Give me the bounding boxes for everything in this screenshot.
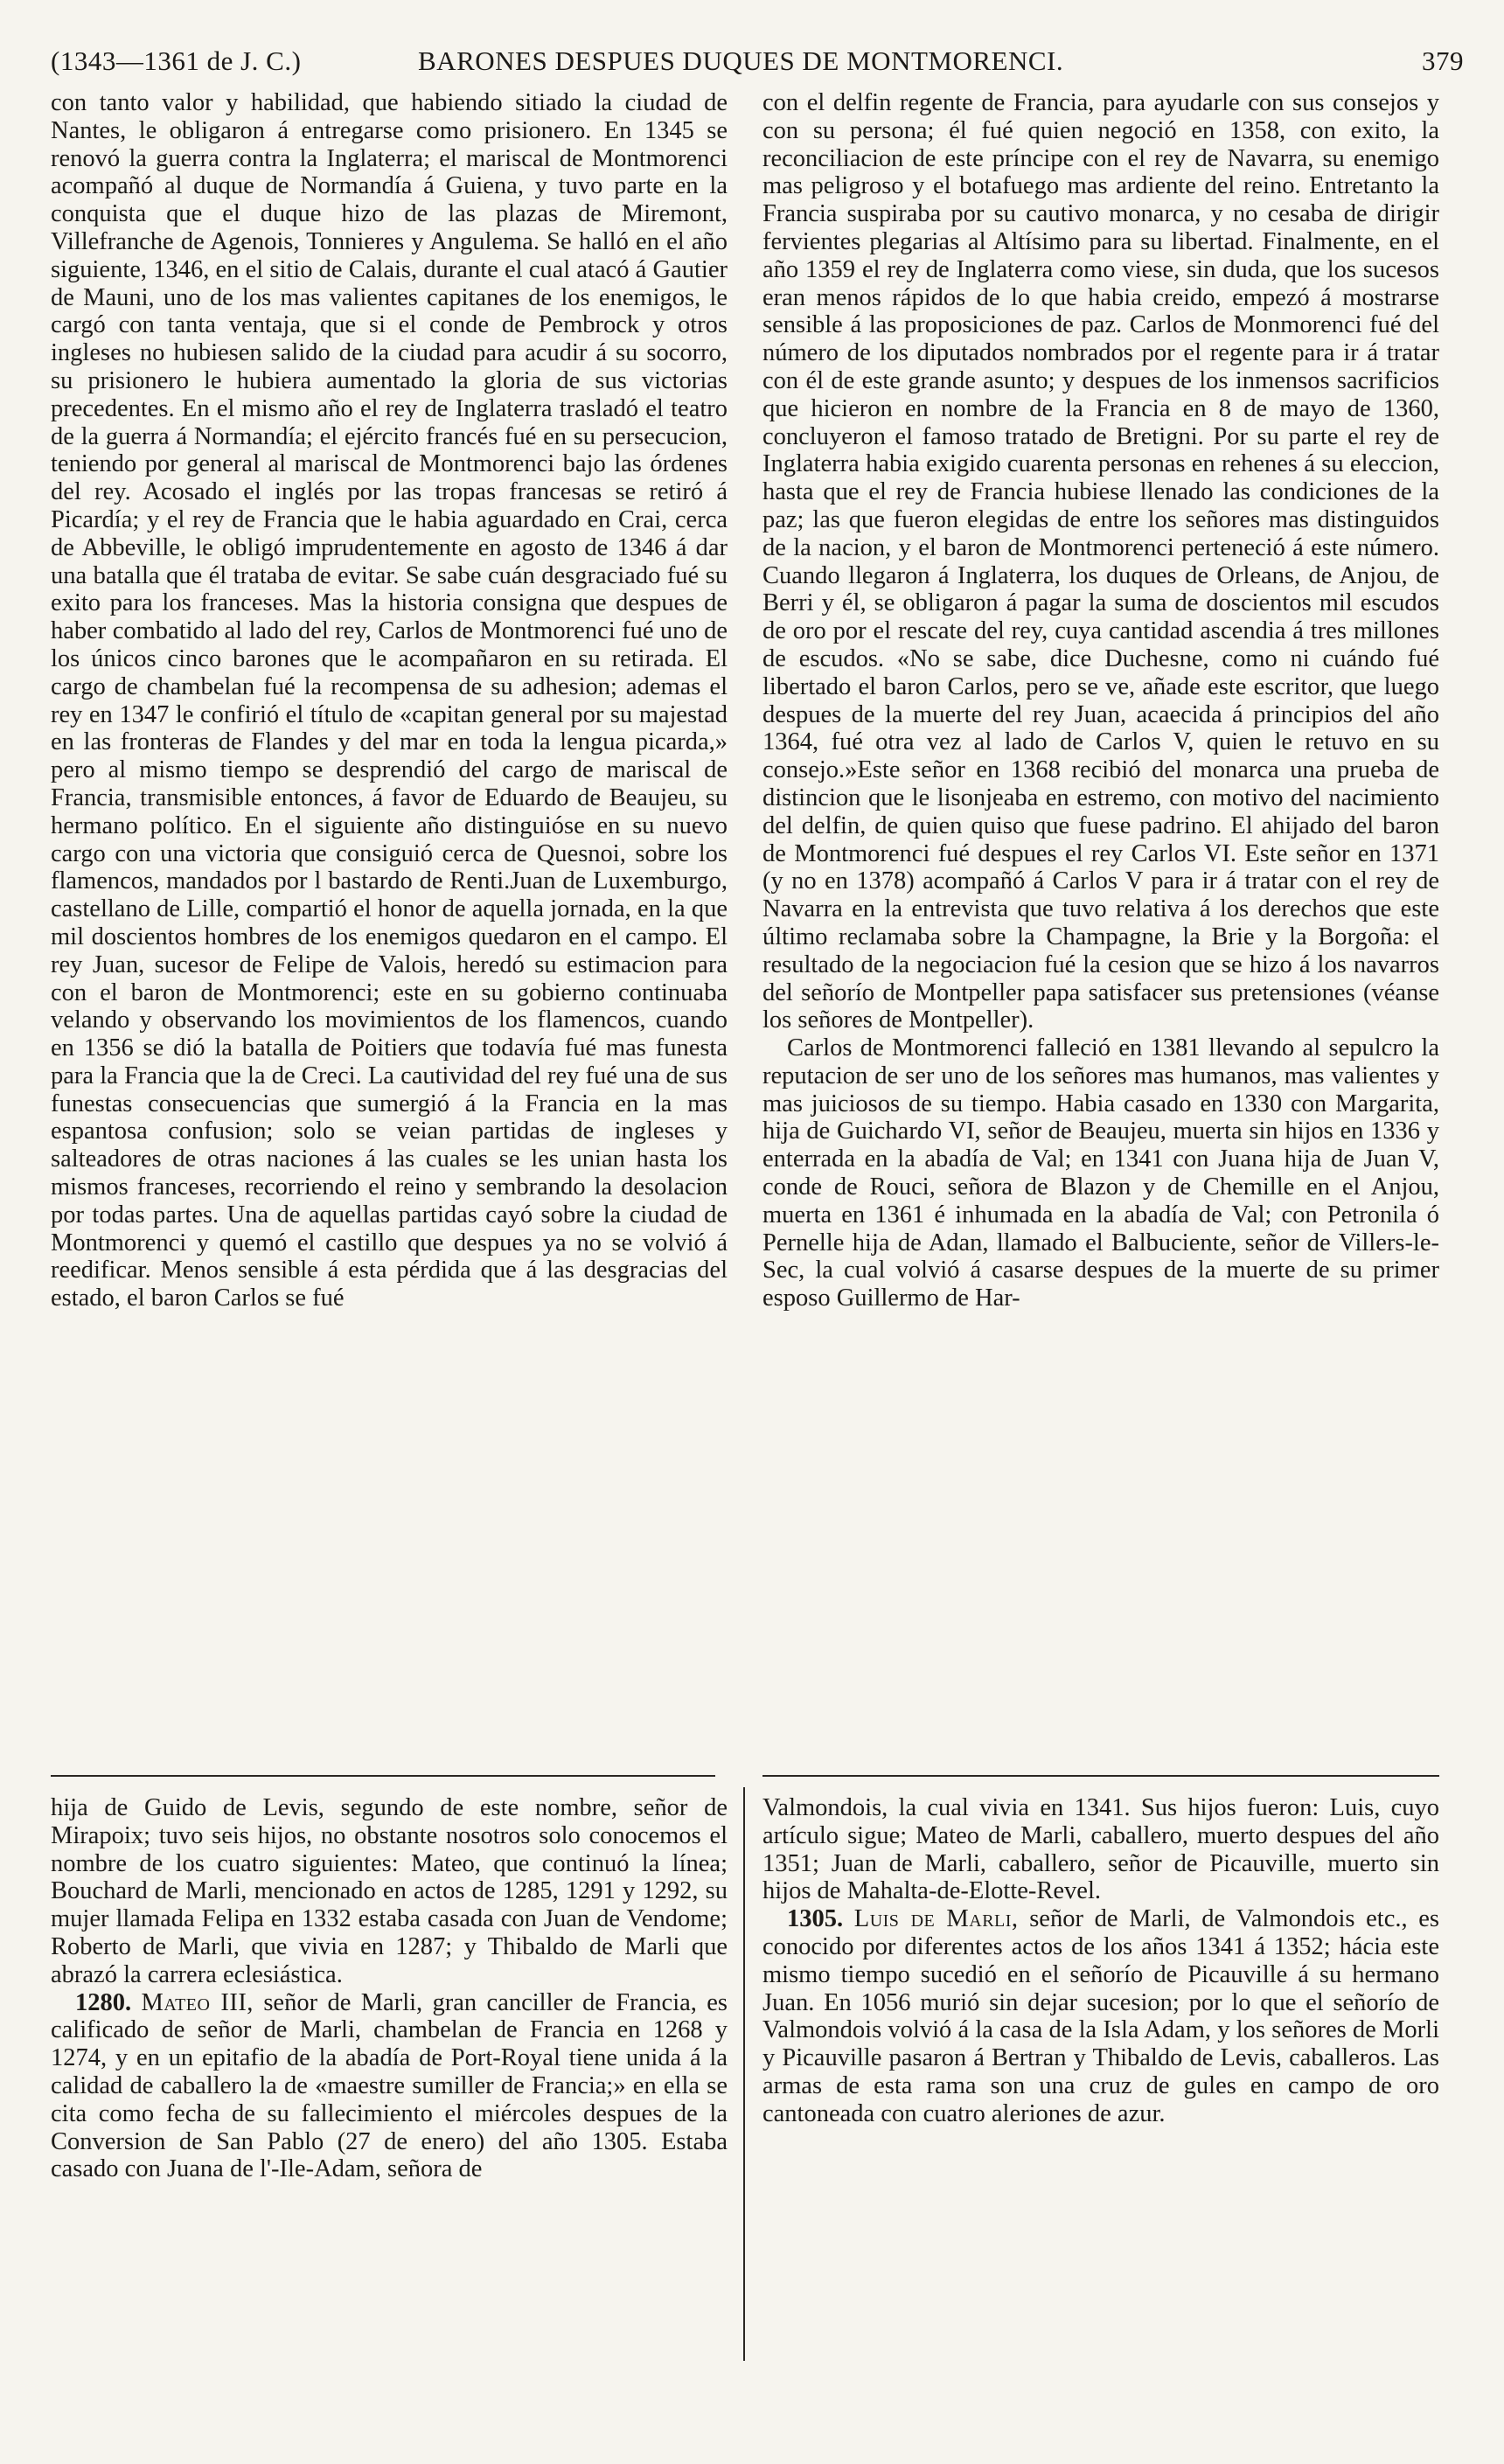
paragraph: Valmondois, la cual vivia en 1341. Sus hijos fueron: Luis, cuyo artículo sigue; Mateo de Marli, caballero, muerto despues del año 1351; Juan de Marli, caballero, señor de Picauville, muerto sin hijos de Mahalta-de-Elotte-Revel. [762, 1794, 1439, 1905]
column-divider [743, 1787, 745, 2361]
entry-year: 1305. [787, 1905, 844, 1933]
paragraph: hija de Guido de Levis, segundo de este nombre, señor de Mirapoix; tuvo seis hijos, no obstante nosotros solo conocemos el nombre de los cuatro siguientes: Mateo, que continuó la línea; Bouchard de Marli, mencionado en actos de 1285, 1291 y 1292, su mujer llamada Felipa en 1332 estaba casada con Juan de Vendome; Roberto de Marli, que vivia en 1287; y Thibaldo de Marli que abrazó la carrera eclesiástica. [51, 1794, 728, 1988]
entry-text: señor de Marli, de Valmondois etc., es conocido por diferentes actos de los años 1341 á 1352; hácia este mismo tiempo sucedió en el señorío de Picauville á su hermano Juan. En 1056 murió sin dejar sucesion; por lo que el señorío de Valmondois volvió á la casa de la Isla Adam, y los señores de Morli y Picauville pasaron á Bertran y Thibaldo de Levis, caballeros. Las armas de esta rama son una cruz de gules en campo de oro cantoneada con cuatro aleriones de azur. [762, 1905, 1439, 2127]
section-divider-right [762, 1775, 1439, 1777]
entry-name: Luis de Marli, [853, 1905, 1019, 1933]
entry-text: señor de Marli, gran canciller de Francia, es calificado de señor de Marli, chambelan de Francia en 1268 y 1274, y en un epitafio de la abadía de Port-Royal tiene unida á la calidad de caballero la de «maestre sumiller de Francia;» en ella se cita como fecha de su fallecimiento el miércoles despues de la Conversion de San Pablo (27 de enero) del año 1305. Estaba casado con Juana de l'-Ile-Adam, señora de [51, 1988, 728, 2183]
header-title: BARONES DESPUES DUQUES DE MONTMORENCI. [418, 45, 1064, 76]
page-number: 379 [1422, 45, 1464, 76]
running-header [51, 45, 1464, 84]
paragraph: con tanto valor y habilidad, que habiendo sitiado la ciudad de Nantes, le obligaron á entregarse como prisionero. En 1345 se renovó la guerra contra la Inglaterra; el mariscal de Montmorenci acompañó al duque de Normandía á Guiena, y tuvo parte en la conquista que el duque hizo de las plazas de Miremont, Villefranche de Agenois, Tonnieres y Angulema. Se halló en el año siguiente, 1346, en el sitio de Calais, durante el cual atacó á Gautier de Mauni, uno de los mas valientes capitanes de los enemigos, le cargó con tanta ventaja, que si el conde de Pembrock y otros ingleses no hubiesen salido de la ciudad para acudir á su socorro, su prisionero le hubiera aumentado la gloria de sus victorias precedentes. En el mismo año el rey de Inglaterra trasladó el teatro de la guerra á Normandía; el ejército francés fué en su persecucion, teniendo por general al mariscal de Montmorenci bajo las órdenes del rey. Acosado el inglés por las tropas francesas se retiró á Picardía; y el rey de Francia que le habia aguardado en Crai, cerca de Abbeville, le obligó imprudentemente en agosto de 1346 á dar una batalla que él trataba de evitar. Se sabe cuán desgraciado fué su exito para los franceses. Mas la historia consigna que despues de haber combatido al lado del rey, Carlos de Montmorenci fué uno de los únicos cinco barones que le acompañaron en su retirada. El cargo de chambelan fué la recompensa de su adhesion; ademas el rey en 1347 le confirió el título de «capitan general por su majestad en las fronteras de Flandes y del mar en toda la lengua picarda,» pero al mismo tiempo se desprendió del cargo de mariscal de Francia, transmisible entonces, á favor de Eduardo de Beaujeu, su hermano político. En el siguiente año distinguióse en su nuevo cargo con una victoria que consiguió cerca de Quesnoi, sobre los flamencos, mandados por l bastardo de Renti.Juan de Luxemburgo, castellano de Lille, compartió el honor de aquella jornada, en la que mil doscientos hombres de los enemigos quedaron en el campo. El rey Juan, sucesor de Felipe de Valois, heredó su estimacion para con el baron de Montmorenci; este en su gobierno continuaba velando y observando los movimientos de los flamencos, cuando en 1356 se dió la batalla de Poitiers que todavía fué mas funesta para la Francia que la de Creci. La cautividad del rey fué una de sus funestas consecuencias que sumergió á la Francia en la mas espantosa confusion; solo se veian partidas de ingleses y salteadores de otras naciones á las cuales se les unian hasta los mismos franceses, recorriendo el reino y sembrando la desolacion por todas partes. Una de aquellas partidas cayó sobre la ciudad de Montmorenci y quemó el castillo que despues ya no se volvió á reedificar. Menos sensible á esta pérdida que á las desgracias del estado, el baron Carlos se fué [51, 89, 728, 1312]
section-divider-left [51, 1775, 715, 1777]
header-date-range: (1343—1361 de J. C.) [51, 45, 302, 76]
column-top-right [762, 89, 1439, 1768]
paragraph-entry [51, 1989, 728, 2184]
column-bottom-right [762, 1794, 1439, 2363]
column-top-left [51, 89, 728, 1768]
entry-name: Mateo III, [141, 1988, 254, 2016]
entry-year: 1280. [75, 1988, 132, 2016]
paragraph-entry [762, 1905, 1439, 2127]
paragraph: Carlos de Montmorenci falleció en 1381 llevando al sepulcro la reputacion de ser uno de los señores mas humanos, mas valientes y mas juiciosos de su tiempo. Habia casado en 1330 con Margarita, hija de Guichardo VI, señor de Beaujeu, muerta sin hijos en 1336 y enterrada en la abadía de Val; en 1341 con Juana hija de Juan V, conde de Rouci, señora de Blazon y de Chemille en el Anjou, muerta en 1361 é inhumada en la abadía de Val; con Petronila ó Pernelle hija de Adan, llamado el Balbuciente, señor de Villers-le-Sec, la cual volvió á casarse despues de la muerte de su primer esposo Guillermo de Har- [762, 1034, 1439, 1312]
paragraph: con el delfin regente de Francia, para ayudarle con sus consejos y con su persona; él fué quien negoció en 1358, con exito, la reconciliacion de este príncipe con el rey de Navarra, su enemigo mas peligroso y el botafuego mas ardiente del reino. Entretanto la Francia suspiraba por su cautivo monarca, y no cesaba de dirigir fervientes plegarias al Altísimo para su libertad. Finalmente, en el año 1359 el rey de Inglaterra como viese, sin duda, que los sucesos eran menos rápidos de lo que habia creido, empezó á mostrarse sensible á las proposiciones de paz. Carlos de Monmorenci fué del número de los diputados nombrados por el regente para ir á tratar con él de este grande asunto; y despues de los inmensos sacrificios que hicieron en nombre de la Francia en 8 de mayo de 1360, concluyeron el famoso tratado de Bretigni. Por su parte el rey de Inglaterra habia exigido cuarenta personas en rehenes á su eleccion, hasta que el rey de Francia hubiese llenado las condiciones de la paz; las que fueron elegidas de entre los señores mas distinguidos de la nacion, y el baron de Montmorenci perteneció á este número. Cuando llegaron á Inglaterra, los duques de Orleans, de Anjou, de Berri y él, se obligaron á pagar la suma de doscientos mil escudos de oro por el rescate del rey, cuya cantidad ascendia á tres millones de escudos. «No se sabe, dice Duchesne, como ni cuándo fué libertado el baron Carlos, pero se ve, añade este escritor, que luego despues de la muerte del rey Juan, acaecida á principios del año 1364, fué otra vez al lado de Carlos V, quien le retuvo en su consejo.»Este señor en 1368 recibió del monarca una prueba de distincion que le lisonjeaba en estremo, con motivo del nacimiento del delfin, de quien quiso que fuese padrino. El ahijado del baron de Montmorenci fué despues el rey Carlos VI. Este señor en 1371 (y no en 1378) acompañó á Carlos V para ir á tratar con el rey de Navarra en la entrevista que tuvo relativa á los derechos que este último reclamaba sobre la Champagne, la Brie y la Borgoña: el resultado de la negociacion fué la cesion que se hizo á los navarros del señorío de Montpeller papa satisfacer sus pretensiones (véanse los señores de Montpeller). [762, 89, 1439, 1034]
column-bottom-left [51, 1794, 728, 2363]
